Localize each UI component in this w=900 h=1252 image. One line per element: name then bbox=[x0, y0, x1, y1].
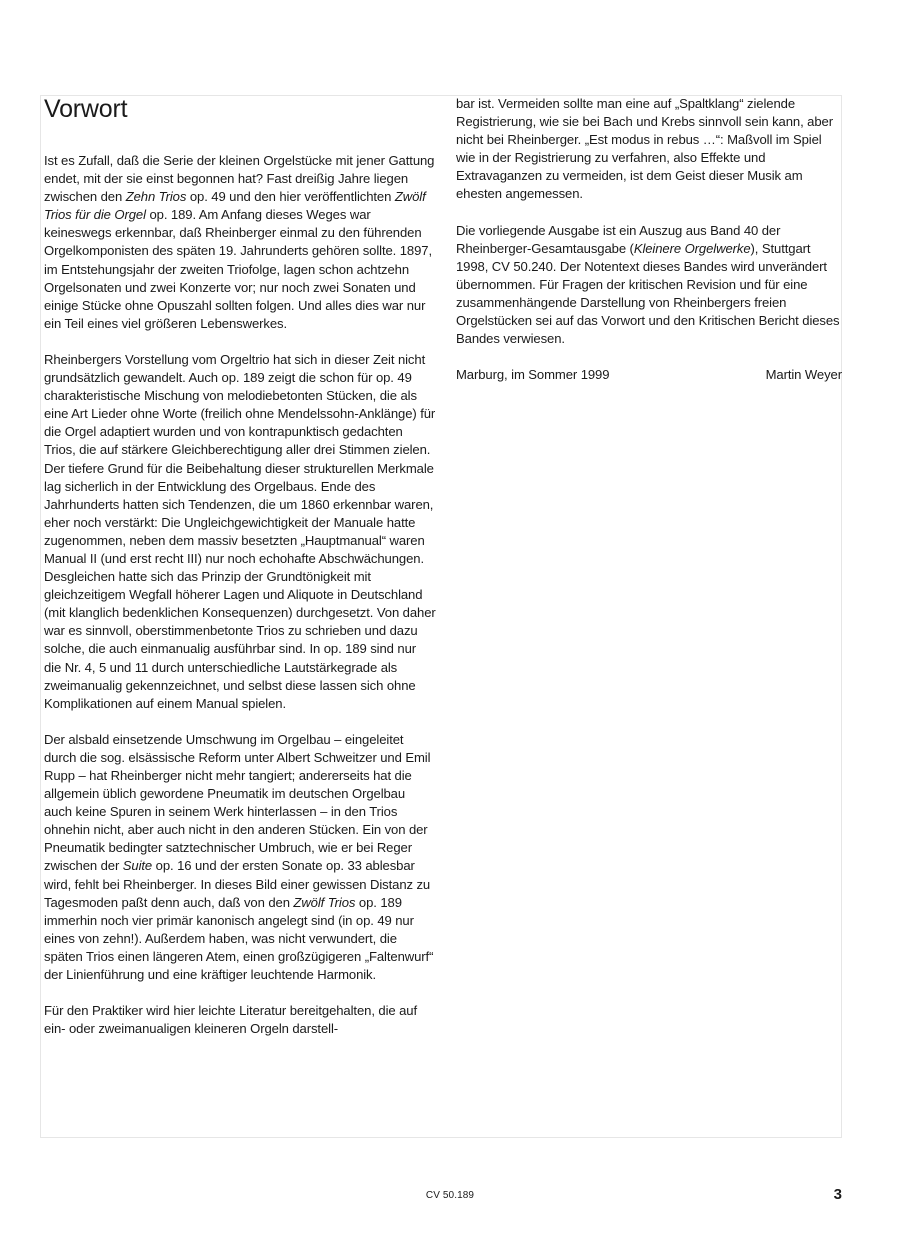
signature-line bbox=[456, 366, 842, 384]
paragraph-2: Rheinbergers Vorstellung vom Orgeltrio hat sich in dieser Zeit nicht grundsätzlich gewandelt. Auch op. 189 zeigt die schon für op. 49 charakteristische Mischung von melodiebetonten Stücken, die als eine Art Lieder ohne Worte (freilich ohne Mendelssohn-Anklänge) für die Orgel adaptiert wurden und von kontrapunktisch gedachten Trios, die auf stärkere Gleichberechtigung aller drei Stimmen zielen. Der tiefere Grund für die Beibehaltung dieser strukturellen Merkmale lag sicherlich in der Entwicklung des Orgelbaus. Ende des Jahrhunderts hatten sich Tendenzen, die um 1860 erkennbar waren, eher noch verstärkt: Die Ungleichgewichtigkeit der Manuale hatte zugenommen, neben dem massiv besetzten „Hauptmanual“ waren Manual II (und erst recht III) nur noch echohafte Abschwächungen. Desgleichen hatte sich das Prinzip der Grundtönigkeit mit gleichzeitigem Wegfall höherer Lagen und Aliquote in Deutschland (mit klanglich bedenklichen Konsequenzen) durchgesetzt. Von daher war es sinnvoll, oberstimmenbetonte Trios zu schrieben und dazu solche, die auch einmanualig ausführbar sind. In op. 189 sind nur die Nr. 4, 5 und 11 durch unterschiedliche Lautstärkegrade als zweimanualig gekennzeichnet, und selbst diese lassen sich ohne Komplikationen auf einem Manual spielen. bbox=[44, 351, 436, 711]
paragraph-1: Ist es Zufall, daß die Serie der kleinen Orgelstücke mit jener Gattung endet, mit der sie einst begonnen hat? Fast dreißig Jahre liegen zwischen den Zehn Trios op. 49 und den hier veröffentlichten Zwölf Trios für die Orgel op. 189. Am Anfang dieses Weges war keineswegs erkennbar, daß Rheinberger einmal zu den führenden Orgelkomponisten des späten 19. Jahrunderts gehören sollte. 1897, im Entstehungsjahr der zweiten Triofolge, lagen schon achtzehn Orgelsonaten und zwei Konzerte vor; nur noch zwei Sonaten und einige Stücke ohne Opuszahl sollten folgen. Und alles dies war nur ein Teil eines viel größeren Lebenswerkes. bbox=[44, 153, 435, 331]
place-date: Marburg, im Sommer 1999 bbox=[456, 367, 610, 383]
paragraph-6: Die vorliegende Ausgabe ist ein Auszug aus Band 40 der Rheinberger-Gesamtausgabe (Kleinere Orgelwerke), Stuttgart 1998, CV 50.240. Der Notentext dieses Bandes wird unverändert übernommen. Für Fragen der kritischen Revision und für eine zusammenhängende Darstellung von Rheinbergers freien Orgelstücken sei auf das Vorwort und den Kritischen Bericht dieses Bandes verwiesen. bbox=[456, 222, 840, 347]
paragraph-4: Für den Praktiker wird hier leichte Literatur bereitgehalten, die auf ein- oder zweimanualigen kleineren Orgeln darstell- bbox=[44, 1003, 418, 1037]
paragraph-3: Der alsbald einsetzende Umschwung im Orgelbau – eingeleitet durch die sog. elsässische Reform unter Albert Schweitzer und Emil Rupp – hat Rheinberger nicht mehr tangiert; andererseits hat die allgemein üblich gewordene Pneumatik im deutschen Orgelbau auch keine Spuren in seinem Werk hinterlassen – in den Trios ohnehin nicht, aber auch nicht in den anderen Stücken. Ein von der Pneumatik bedingter satztechnischer Umbruch, wie er bei Reger zwischen der Suite op. 16 und der ersten Sonate op. 33 ablesbar wird, fehlt bei Rheinberger. In dieses Bild einer gewissen Distanz zu Tagesmoden paßt denn auch, daß von den Zwölf Trios op. 189 immerhin noch vier primär kanonisch angelegt sind (in op. 49 nur eines von zehn!). Außerdem haben, was nicht verwundert, die späten Trios einen längeren Atem, einen großzügigeren „Faltenwurf“ der Linienführung und eine kräftiger leuchtende Harmonik. bbox=[44, 731, 434, 983]
page-number: 3 bbox=[833, 1186, 842, 1203]
left-column bbox=[44, 95, 436, 1056]
catalog-number: CV 50.189 bbox=[425, 1190, 475, 1201]
author-name: Martin Weyer bbox=[765, 367, 842, 383]
page-title: Vorwort bbox=[44, 95, 128, 123]
right-column bbox=[456, 95, 842, 384]
paragraph-5: bar ist. Vermeiden sollte man eine auf „Spaltklang“ zielende Registrierung, wie sie bei Bach und Krebs sinnvoll sein kann, aber nicht bei Rheinberger. „Est modus in rebus …“: Maßvoll im Spiel wie in der Registrierung zu verfahren, also Effekte und Extravaganzen zu vermeiden, ist dem Geist dieser Musik am ehesten angemessen. bbox=[456, 96, 833, 202]
